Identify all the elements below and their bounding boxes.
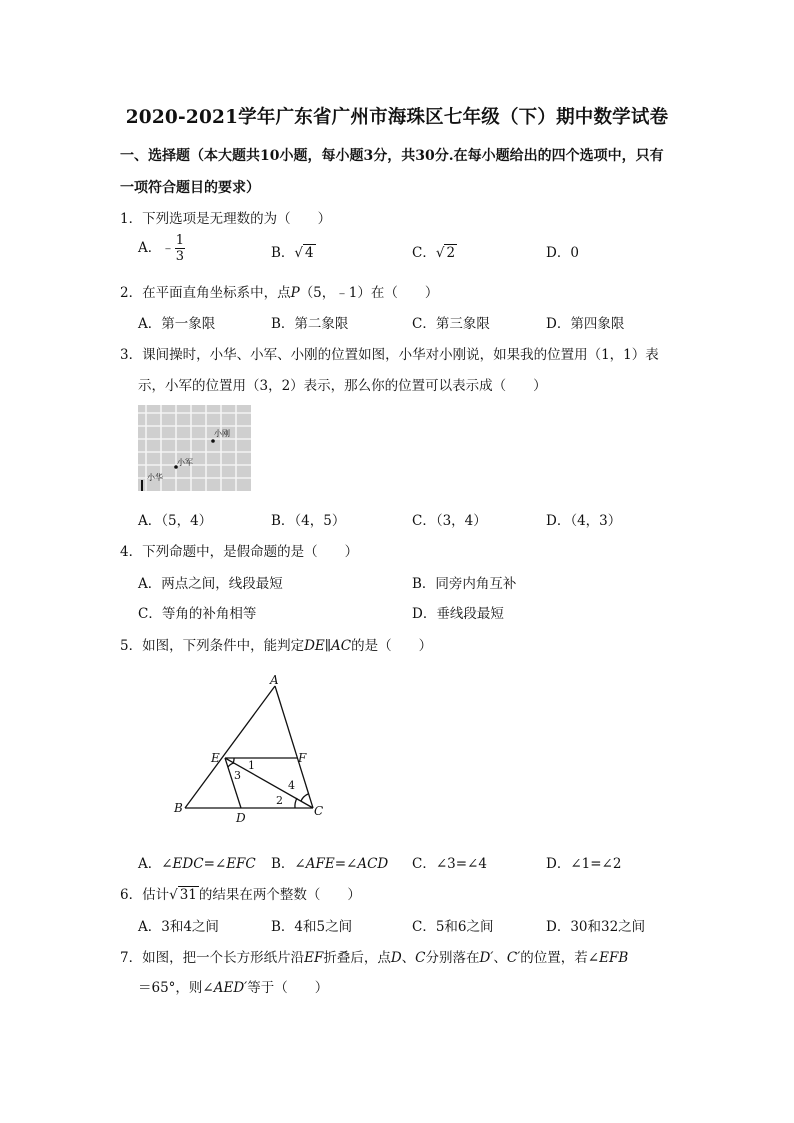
- q5-stem-pre: 5．如图，下列条件中，能判定: [120, 638, 305, 654]
- page-title: 2020-2021学年广东省广州市海珠区七年级（下）期中数学试卷: [125, 107, 669, 128]
- q5-stem-var: DE∥AC: [304, 638, 352, 654]
- q1-c-radicand: 2: [446, 245, 456, 261]
- q6-stem-pre: 6．估计: [120, 887, 170, 903]
- radical-icon: √: [169, 887, 178, 903]
- q5-stem-post: 的是（ ）: [351, 638, 433, 654]
- q3-option-c[interactable]: C．（3，4）: [412, 513, 487, 529]
- angle-arc-4: [301, 794, 308, 801]
- q5-a-expr: ∠EDC=∠EFC: [161, 856, 256, 872]
- label-E: E: [211, 751, 220, 765]
- q1-b-radicand: 4: [305, 245, 314, 261]
- q6-stem-post: 的结果在两个整数（ ）: [198, 887, 361, 903]
- q1-a-numerator: 1: [175, 233, 185, 248]
- q7-l1-sep2: 、: [493, 950, 507, 966]
- q7-l1-dprime: D′: [479, 950, 494, 966]
- q7-l1-post: 的位置，若∠: [520, 950, 600, 966]
- q3-stem-line1: 3．课间操时，小华、小军、小刚的位置如图，小华对小刚说，如果我的位置用（1，1）表: [120, 347, 659, 363]
- q1-option-c[interactable]: [412, 241, 457, 261]
- q5-option-c[interactable]: C．∠3=∠4: [412, 856, 487, 872]
- q4-option-c[interactable]: C．等角的补角相等: [138, 606, 257, 622]
- label-hua: 小华: [147, 473, 163, 482]
- q5-stem: [120, 634, 432, 654]
- q3-stem-line2: 示，小军的位置用（3，2）表示，那么你的位置可以表示成（ ）: [138, 378, 547, 394]
- q3-grid-figure: [138, 405, 251, 491]
- label-angle-2: 2: [276, 794, 283, 807]
- q2-option-c[interactable]: C．第三象限: [412, 316, 490, 332]
- q1-b-sqrt: [294, 245, 315, 261]
- q6-radicand: 31: [179, 887, 197, 903]
- q2-stem-post: （5，﹣1）在（ ）: [299, 285, 439, 301]
- q1-b-label: B．: [271, 245, 295, 261]
- q7-l1-ef: EF: [304, 950, 324, 966]
- q5-a-label: A．: [138, 856, 162, 872]
- q1-a-fraction: [175, 234, 185, 263]
- q5-option-b[interactable]: [271, 852, 388, 872]
- q7-l1-mid2: 分别落在: [425, 950, 480, 966]
- q7-l1-mid: 折叠后，点: [323, 950, 391, 966]
- label-A: A: [270, 673, 279, 687]
- q2-option-d[interactable]: D．第四象限: [546, 316, 625, 332]
- q7-stem-line1: [120, 946, 628, 966]
- q1-a-denominator: 3: [175, 249, 185, 264]
- q6-option-a[interactable]: A．3和4之间: [138, 919, 219, 935]
- q1-c-sqrt: [436, 245, 457, 261]
- q5-b-expr: ∠AFE=∠ACD: [294, 856, 389, 872]
- q2-stem-var: P: [290, 285, 300, 301]
- q4-option-d[interactable]: D．垂线段最短: [412, 606, 504, 622]
- q7-l2-post: 等于（ ）: [247, 980, 329, 996]
- segment-AB: [185, 686, 275, 808]
- q3-option-a[interactable]: A．（5，4）: [138, 513, 213, 529]
- radical-icon: √: [294, 245, 304, 261]
- q2-stem-pre: 2．在平面直角坐标系中，点: [120, 285, 291, 301]
- angle-arc-3: [228, 763, 234, 767]
- label-angle-1: 1: [248, 759, 255, 772]
- q7-l1-pre: 7．如图，把一个长方形纸片沿: [120, 950, 305, 966]
- q5-triangle-figure: [165, 672, 335, 827]
- point-gang: [211, 439, 215, 443]
- q6-stem: [120, 883, 361, 903]
- q6-option-c[interactable]: C．5和6之间: [412, 919, 494, 935]
- section-heading-line2: 一项符合题目的要求）: [120, 180, 260, 196]
- label-gang: 小刚: [214, 429, 230, 438]
- q7-l2-aed: AED′: [213, 980, 248, 996]
- angle-arc-1: [233, 758, 234, 763]
- q1-option-a[interactable]: [138, 234, 185, 263]
- q3-option-d[interactable]: D．（4，3）: [546, 513, 622, 529]
- q5-option-a[interactable]: [138, 852, 256, 872]
- section-heading-line1: 一、选择题（本大题共10小题，每小题3分，共30分.在每小题给出的四个选项中，只有: [120, 148, 664, 164]
- label-C: C: [314, 804, 324, 818]
- q1-c-label: C．: [412, 245, 436, 261]
- q7-stem-line2: [138, 976, 328, 996]
- q6-option-b[interactable]: B．4和5之间: [271, 919, 353, 935]
- angle-arc-2: [295, 798, 297, 808]
- label-angle-4: 4: [288, 779, 295, 792]
- q2-option-b[interactable]: B．第二象限: [271, 316, 349, 332]
- q2-stem: [120, 281, 438, 301]
- q3-option-b[interactable]: B．（4，5）: [271, 513, 346, 529]
- label-B: B: [174, 801, 183, 815]
- label-angle-3: 3: [234, 769, 241, 782]
- q1-a-sign: ﹣: [161, 240, 175, 256]
- q5-option-d[interactable]: D．∠1=∠2: [546, 856, 622, 872]
- q4-option-b[interactable]: B．同旁内角互补: [412, 576, 517, 592]
- q7-l1-cprime: C′: [506, 950, 521, 966]
- q4-option-a[interactable]: A．两点之间，线段最短: [138, 576, 283, 592]
- q6-sqrt: [169, 887, 199, 903]
- q1-stem: 1．下列选项是无理数的为（ ）: [120, 211, 332, 227]
- q1-a-label: A．: [138, 240, 162, 256]
- q7-l1-c: C: [415, 950, 426, 966]
- q1-option-b[interactable]: [271, 241, 316, 261]
- label-F: F: [298, 751, 307, 765]
- q7-l1-d: D: [390, 950, 402, 966]
- q6-option-d[interactable]: D．30和32之间: [546, 919, 646, 935]
- q7-l1-efb: EFB: [599, 950, 629, 966]
- label-D: D: [236, 811, 246, 825]
- q7-l1-sep: 、: [401, 950, 416, 966]
- q4-stem: 4．下列命题中，是假命题的是（ ）: [120, 544, 359, 560]
- radical-icon: √: [435, 245, 445, 261]
- q5-b-label: B．: [271, 856, 295, 872]
- q1-option-d[interactable]: D．0: [546, 245, 579, 261]
- q7-l2-pre: ＝65°，则∠: [138, 980, 214, 996]
- label-jun: 小军: [177, 458, 193, 467]
- q2-option-a[interactable]: A．第一象限: [138, 316, 216, 332]
